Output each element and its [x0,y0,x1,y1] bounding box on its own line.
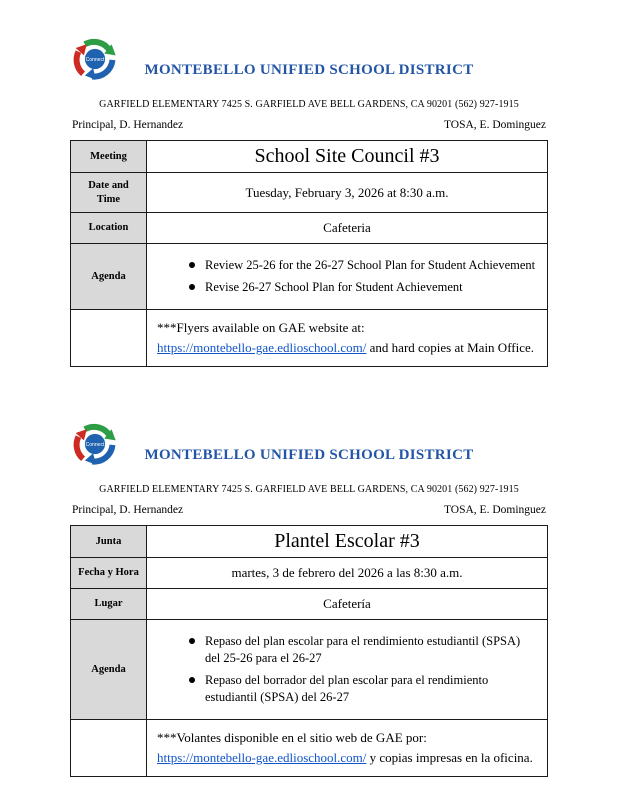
agenda-item [189,279,537,296]
agenda-cell [147,244,548,310]
location-label: Lugar [71,589,147,620]
bullet-icon [189,284,195,290]
agenda-item [189,633,537,667]
table-row-meeting [71,141,548,173]
location-value: Cafetería [147,589,548,620]
table-row-location [71,589,548,620]
agenda-item [189,672,537,706]
datetime-label: Fecha y Hora [71,558,147,589]
tosa-name: TOSA, E. Dominguez [443,504,546,517]
footnote-line1: ***Flyers available on GAE website at: [157,320,365,336]
agenda-cell [147,620,548,720]
meeting-label: Meeting [71,141,147,173]
agenda-label: Agenda [71,244,147,310]
staff-row [70,119,548,131]
meeting-label: Junta [71,526,147,558]
agenda-list [189,633,537,706]
logo-center-text: Connect [85,442,105,449]
datetime-value: Tuesday, February 3, 2026 at 8:30 a.m. [147,173,548,213]
table-row-footnote [71,719,548,776]
district-logo-icon [72,36,118,82]
principal-name: Principal, D. Hernandez [72,119,184,131]
table-row-agenda [71,244,548,310]
footnote-cell [147,719,548,776]
agenda-item-text: Review 25-26 for the 26-27 School Plan for Student Achievement [205,258,536,273]
district-logo-icon [72,421,118,467]
notice-spanish [70,427,548,777]
website-link[interactable]: https://montebello-gae.edlioschool.com/ [157,749,367,765]
school-address-line: GARFIELD ELEMENTARY 7425 S. GARFIELD AVE BELL GARDENS, CA 90201 (562) 927-1915 [99,99,519,110]
meeting-title: Plantel Escolar #3 [147,526,548,558]
logo-center-text: Connect [85,56,105,63]
notice-english [70,42,548,367]
footnote-line1: ***Volantes disponible en el sitio web de GAE por: [157,729,427,745]
datetime-label: Date and Time [71,173,147,213]
location-label: Location [71,213,147,244]
footnote-label-empty [71,310,147,367]
principal-name: Principal, D. Hernandez [72,504,184,517]
website-link[interactable]: https://montebello-gae.edlioschool.com/ [157,340,367,356]
notice-header [70,427,548,477]
agenda-item-text: Repaso del borrador del plan escolar para el rendimiento estudiantil (SPSA) del 26-27 [205,673,489,704]
footnote-label-empty [71,719,147,776]
footnote-line2 [157,338,537,358]
bullet-icon [189,677,195,683]
location-value: Cafeteria [147,213,548,244]
table-row-datetime [71,173,548,213]
footnote-suffix: and hard copies at Main Office. [366,340,535,356]
agenda-label: Agenda [71,620,147,720]
footnote-suffix: y copias impresas en la oficina. [366,749,533,765]
datetime-value: martes, 3 de febrero del 2026 a las 8:30 a.m. [147,558,548,589]
table-row-datetime [71,558,548,589]
bullet-icon [189,262,195,268]
footnote-line2 [157,748,537,768]
district-title: MONTEBELLO UNIFIED SCHOOL DISTRICT [144,62,474,78]
bullet-icon [189,638,195,644]
meeting-title: School Site Council #3 [147,141,548,173]
agenda-item [189,257,537,274]
meeting-table [70,525,548,777]
table-row-location [71,213,548,244]
table-row-agenda [71,620,548,720]
footnote-cell [147,310,548,367]
meeting-table [70,140,548,367]
notice-header [70,42,548,92]
table-row-footnote [71,310,548,367]
agenda-item-text: Repaso del plan escolar para el rendimiento estudiantil (SPSA) del 25-26 para el 26-27 [205,634,521,666]
tosa-name: TOSA, E. Dominguez [443,119,546,131]
agenda-item-text: Revise 26-27 School Plan for Student Achievement [205,280,463,295]
staff-row [70,504,548,516]
district-title: MONTEBELLO UNIFIED SCHOOL DISTRICT [144,447,474,464]
table-row-meeting [71,526,548,558]
agenda-list [189,257,537,296]
school-address-line: GARFIELD ELEMENTARY 7425 S. GARFIELD AVE BELL GARDENS, CA 90201 (562) 927-1915 [99,484,519,496]
